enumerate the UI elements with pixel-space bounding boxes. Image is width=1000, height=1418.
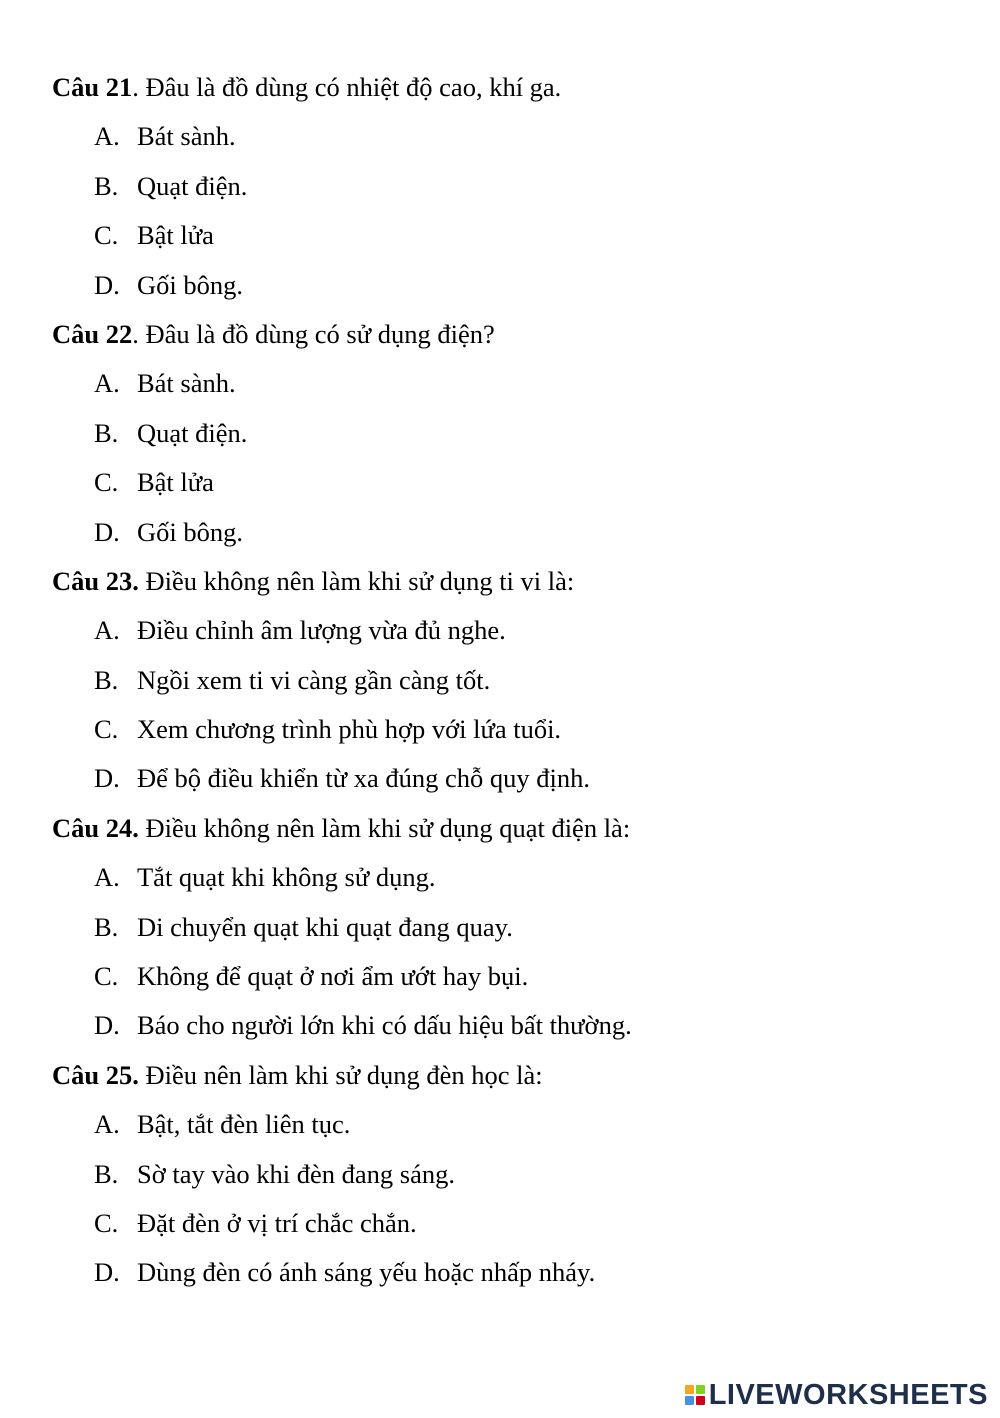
option-letter: A. <box>94 862 120 893</box>
option-letter: C. <box>94 220 119 251</box>
question-stem <box>52 63 972 112</box>
option-a[interactable] <box>52 1100 972 1149</box>
logo-square-blue <box>685 1396 694 1405</box>
question-number: Câu 23. <box>52 565 139 596</box>
option-letter: B. <box>94 664 119 695</box>
question-number: Câu 24. <box>52 812 139 843</box>
option-letter: C. <box>94 961 119 992</box>
option-c[interactable] <box>52 952 972 1001</box>
option-d[interactable] <box>52 508 972 557</box>
option-letter: A. <box>94 1109 120 1140</box>
option-text: Bát sành. <box>137 121 236 152</box>
option-letter: B. <box>94 911 119 942</box>
option-text: Gối bông. <box>137 516 243 547</box>
option-letter: A. <box>94 121 120 152</box>
question-stem <box>52 557 972 606</box>
option-a[interactable] <box>52 359 972 408</box>
option-letter: D. <box>94 1010 120 1041</box>
option-text: Điều chỉnh âm lượng vừa đủ nghe. <box>137 615 506 646</box>
option-b[interactable] <box>52 903 972 952</box>
option-b[interactable] <box>52 656 972 705</box>
option-letter: B. <box>94 1158 119 1189</box>
option-text: Để bộ điều khiển từ xa đúng chỗ quy định. <box>137 763 591 794</box>
option-d[interactable] <box>52 754 972 803</box>
option-text: Quạt điện. <box>137 170 248 201</box>
question-text: Điều không nên làm khi sử dụng ti vi là: <box>138 565 575 596</box>
question-21 <box>52 63 972 310</box>
option-text: Bật, tắt đèn liên tục. <box>137 1109 351 1140</box>
question-22 <box>52 310 972 557</box>
option-a[interactable] <box>52 853 972 902</box>
liveworksheets-logo-icon <box>685 1385 705 1405</box>
option-letter: D. <box>94 1257 120 1288</box>
option-text: Đặt đèn ở vị trí chắc chắn. <box>137 1207 417 1238</box>
liveworksheets-brand[interactable] <box>685 1375 988 1415</box>
option-text: Di chuyển quạt khi quạt đang quay. <box>137 911 513 942</box>
option-letter: B. <box>94 417 119 448</box>
option-letter: C. <box>94 467 119 498</box>
option-text: Quạt điện. <box>137 417 248 448</box>
option-b[interactable] <box>52 1150 972 1199</box>
option-text: Bật lửa <box>137 467 214 498</box>
logo-square-red <box>696 1396 705 1405</box>
option-c[interactable] <box>52 1199 972 1248</box>
option-b[interactable] <box>52 409 972 458</box>
logo-square-orange <box>685 1385 694 1394</box>
option-c[interactable] <box>52 705 972 754</box>
question-number: Câu 21 <box>52 72 133 102</box>
question-25 <box>52 1051 972 1298</box>
option-text: Dùng đèn có ánh sáng yếu hoặc nhấp nháy. <box>137 1257 596 1288</box>
question-stem <box>52 310 972 359</box>
brand-wordmark: LIVEWORKSHEETS <box>708 1378 988 1411</box>
option-b[interactable] <box>52 162 972 211</box>
option-text: Gối bông. <box>137 269 243 300</box>
option-d[interactable] <box>52 1248 972 1297</box>
question-24 <box>52 804 972 1051</box>
worksheet <box>52 63 972 1298</box>
option-text: Bật lửa <box>137 220 214 251</box>
option-a[interactable] <box>52 112 972 161</box>
question-text: Điều nên làm khi sử dụng đèn học là: <box>138 1059 543 1090</box>
question-number: Câu 25. <box>52 1059 139 1090</box>
question-text: Điều không nên làm khi sử dụng quạt điện là: <box>138 812 631 843</box>
question-text: . Đâu là đồ dùng có sử dụng điện? <box>132 318 495 349</box>
question-stem <box>52 804 972 853</box>
option-letter: D. <box>94 763 120 794</box>
option-letter: A. <box>94 615 120 646</box>
question-stem <box>52 1051 972 1100</box>
option-text: Không để quạt ở nơi ẩm ướt hay bụi. <box>137 961 529 992</box>
logo-square-green <box>696 1385 705 1394</box>
question-text: . Đâu là đồ dùng có nhiệt độ cao, khí ga. <box>132 72 562 102</box>
option-text: Sờ tay vào khi đèn đang sáng. <box>137 1158 455 1189</box>
option-text: Ngồi xem ti vi càng gần càng tốt. <box>137 664 491 695</box>
option-text: Xem chương trình phù hợp với lứa tuổi. <box>137 714 562 745</box>
option-letter: D. <box>94 516 120 547</box>
option-letter: C. <box>94 714 119 745</box>
option-d[interactable] <box>52 1001 972 1050</box>
option-letter: B. <box>94 170 119 201</box>
option-d[interactable] <box>52 261 972 310</box>
option-c[interactable] <box>52 458 972 507</box>
option-a[interactable] <box>52 606 972 655</box>
option-letter: C. <box>94 1207 119 1238</box>
option-text: Báo cho người lớn khi có dấu hiệu bất thường. <box>137 1010 632 1041</box>
option-c[interactable] <box>52 211 972 260</box>
option-text: Tắt quạt khi không sử dụng. <box>137 862 436 893</box>
option-letter: D. <box>94 269 120 300</box>
question-number: Câu 22 <box>52 318 133 349</box>
question-23 <box>52 557 972 804</box>
option-text: Bát sành. <box>137 368 236 399</box>
option-letter: A. <box>94 368 120 399</box>
